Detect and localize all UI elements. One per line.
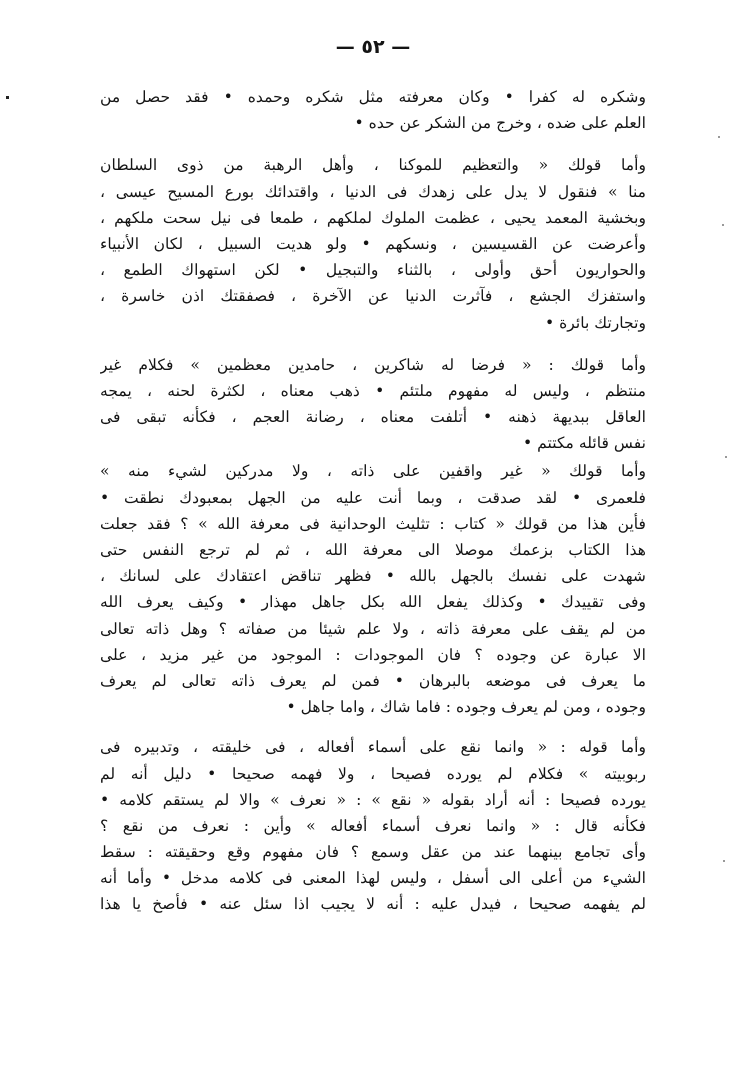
text-line: لم يفهمه صحيحا ، فيدل عليه : أنه لا يجيب اذا سئل عنه • فأصخ يا هذا (100, 895, 646, 914)
text-line: وأما قولك « غير واقفين على ذاته ، ولا مدركين لشيء منه » (100, 462, 646, 481)
scan-speck (725, 456, 727, 458)
scan-speck (6, 96, 9, 99)
text-line: العلم على ضده ، وخرج من الشكر عن حده • (354, 114, 646, 133)
text-line: العاقل ببديهة ذهنه • أتلفت معناه ، رضانة العجم ، فكأنه تبقى فى (100, 408, 646, 427)
text-line: وفى تقييدك • وكذلك يفعل الله بكل جاهل مهذار • وكيف يعرف الله (100, 593, 646, 612)
text-line: الشيء من أعلى الى أسفل ، وليس لهذا المعنى فى كلامه مدخل • وأما أنه (100, 869, 646, 888)
text-line: ما يعرف فى موضعه بالبرهان • فمن لم يعرف ذاته تعالى لم يعرف (100, 671, 646, 690)
text-line: الا عبارة عن وجوده ؟ فان الموجودات : الموجود من غير مزيد ، على (100, 645, 646, 664)
paragraph-3 (100, 352, 646, 457)
scan-speck (723, 860, 725, 862)
text-line: وبخشية المعمد يحيى ، عظمت الملوك لملكهم ، طمعا فى نيل سحت ملكهم ، (100, 208, 646, 227)
paragraph-1 (100, 84, 646, 136)
text-line: نفس قائله مكتتم • (523, 434, 646, 453)
text-line: هذا الكتاب بزعمك موصلا الى معرفة الله ، ثم لم ترجع النفس حتى (100, 541, 646, 559)
paragraph-2 (100, 152, 646, 335)
paragraph-4 (100, 458, 646, 720)
text-line: وأما قولك : « فرضا له شاكرين ، حامدين معظمين » فكلام غير (100, 355, 646, 374)
text-line: وأما قوله : « وانما نقع على أسماء أفعاله ، فى خليقته ، وتدبيره فى (100, 738, 646, 757)
text-line: فلعمرى • لقد صدقت ، وبما أنت عليه من الجهل بمعبودك نطقت • (100, 488, 646, 507)
text-line: من لم يقف على معرفة ذاته ، ولا علم شيئا من صفاته ؟ وهل ذاته تعالى (100, 619, 646, 638)
paragraph-5 (100, 734, 646, 917)
body-text (100, 84, 646, 932)
scan-speck (718, 136, 720, 138)
text-line: والحواريون أحق وأولى ، بالثناء والتبجيل • لكن استهواك الطمع ، (100, 261, 646, 280)
text-line: فكأنه قال : « وانما نعرف أسماء أفعاله » وأين : نعرف من نقع ؟ (100, 816, 646, 835)
text-line: يورده فصيحا : أنه أراد بقوله « نقع » : « نعرف » والا لم يستقم كلامه • (100, 790, 646, 809)
text-line: وأعرضت عن القسيسين ، ونسكهم • ولو هديت السبيل ، لكان الأنبياء (100, 234, 646, 253)
text-line: فأين هذا من قولك « كتاب : تثليث الوحدانية فى معرفة الله » ؟ فقد جعلت (100, 514, 646, 533)
text-line: وجوده ، ومن لم يعرف وجوده : فاما شاك ، واما جاهل • (286, 698, 646, 717)
text-line: ربوبيته » فكلام لم يورده فصيحا ، ولا فهمه صحيحا • دليل أنه لم (100, 764, 646, 783)
text-line: واستفزك الجشع ، فآثرت الدنيا عن الآخرة ، فصفقتك اذن خاسرة ، (100, 287, 646, 306)
text-line: وأى تجامع بينهما عند من عقل وسمع ؟ فان مفهوم وقع وحقيقته : سقط (100, 843, 646, 862)
text-line: وتجارتك بائرة • (544, 313, 646, 332)
scan-speck (722, 224, 724, 226)
text-line: وشكره له كفرا • وكان معرفته مثل شكره وحمده • فقد حصل من (100, 88, 646, 106)
text-line: وأما قولك « والتعظيم للموكنا ، وأهل الرهبة من ذوى السلطان (100, 156, 646, 175)
text-line: منتظم ، وليس له مفهوم ملتئم • ذهب معناه ، لكثرة لحنه ، يمجه (100, 381, 646, 400)
page-number: — ٥٢ — (335, 36, 411, 58)
text-line: منا » فنقول لا يدل على زهدك فى الدنيا ، واقتدائك بورع المسيح عيسى ، (100, 182, 646, 201)
text-line: شهدت على نفسك بالجهل بالله • فظهر تناقض اعتقادك على لسانك ، (100, 567, 646, 586)
